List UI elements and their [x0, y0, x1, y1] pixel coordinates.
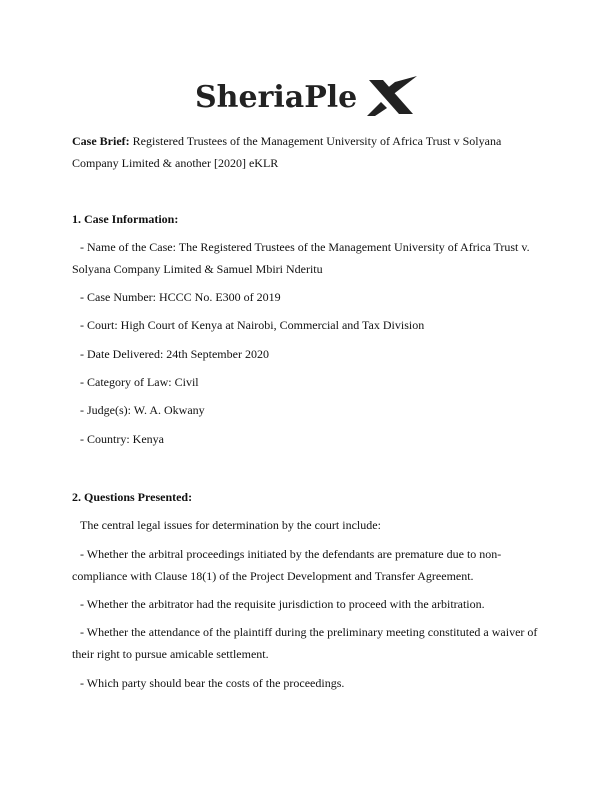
question-2: - Whether the arbitrator had the requisite jurisdiction to proceed with the arbitration.: [80, 597, 485, 611]
questions-heading: 2. Questions Presented:: [72, 490, 193, 504]
case-number: - Case Number: HCCC No. E300 of 2019: [80, 290, 281, 304]
question-1-line2: compliance with Clause 18(1) of the Project Development and Transfer Agreement.: [72, 569, 474, 583]
case-name-line2: Solyana Company Limited & Samuel Mbiri Nderitu: [72, 262, 323, 276]
case-info-heading: 1. Case Information:: [72, 212, 179, 226]
case-brief-title: [72, 130, 542, 174]
question-1-line1: - Whether the arbitral proceedings initiated by the defendants are premature due to non-: [80, 547, 502, 561]
case-judges: - Judge(s): W. A. Okwany: [80, 403, 205, 417]
question-4: - Which party should bear the costs of the proceedings.: [80, 676, 345, 690]
question-3-line1: - Whether the attendance of the plaintiff during the preliminary meeting constituted a waiver of: [80, 625, 538, 639]
logo-mark: [191, 74, 421, 118]
case-brief-label: Case Brief:: [72, 134, 130, 148]
case-date: - Date Delivered: 24th September 2020: [80, 347, 269, 361]
logo-text: SheriaPle: [195, 80, 358, 115]
question-3-line2: their right to pursue amicable settlement.: [72, 647, 269, 661]
sheriaplex-logo: [0, 74, 612, 118]
case-name-line1: - Name of the Case: The Registered Trustees of the Management University of Africa Trust v.: [80, 240, 530, 254]
case-category: - Category of Law: Civil: [80, 375, 199, 389]
case-brief-text: Registered Trustees of the Management University of Africa Trust v Solyana Company Limited & another [2020] eKLR: [72, 134, 502, 170]
case-court: - Court: High Court of Kenya at Nairobi, Commercial and Tax Division: [80, 318, 425, 332]
case-country: - Country: Kenya: [80, 432, 164, 446]
questions-intro: The central legal issues for determination by the court include:: [80, 518, 381, 532]
logo-x-icon: [367, 76, 417, 116]
